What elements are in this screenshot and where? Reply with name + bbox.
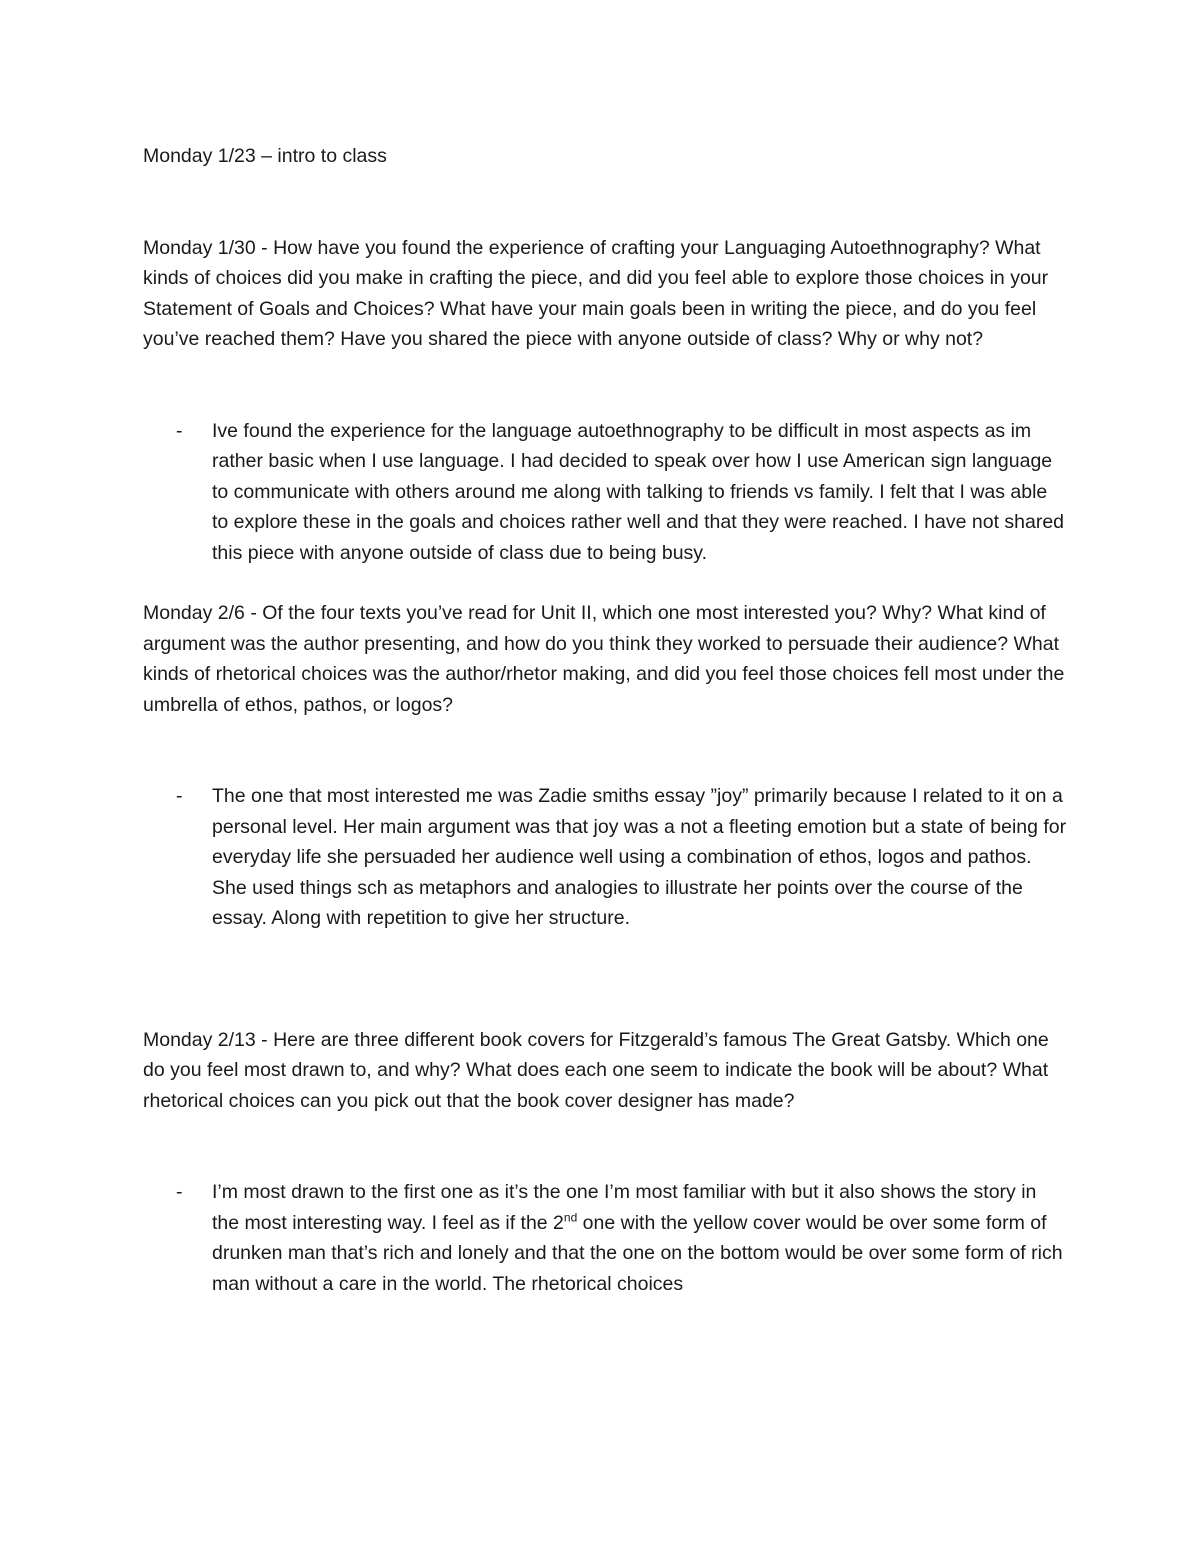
- document-page: [143, 141, 1068, 1299]
- prompt-2-6: Monday 2/6 - Of the four texts you’ve read for Unit II, which one most interested you? Why? What kind of argument was the author presenting, and how do you think they worked to persuade their audience? What kinds of rhetorical choices was the author/rhetor making, and did you feel those choices fell most under the umbrella of ethos, pathos, or logos?: [143, 602, 1065, 716]
- answer-text: The one that most interested me was Zadie smiths essay ”joy” primarily because I related to it on a personal level. Her main argument was that joy was a not a fleeting emotion but a state of being for everyday life she persuaded her audience well using a combination of ethos, logos and pathos. She used things sch as metaphors and analogies to illustrate her points over the course of the essay. Along with repetition to give her structure.: [212, 785, 1067, 929]
- answer-2-13: [143, 1177, 1068, 1299]
- answer-1-30: [143, 416, 1068, 569]
- prompt-2-13: Monday 2/13 - Here are three different book covers for Fitzgerald’s famous The Great Gatsby. Which one do you feel most drawn to, and why? What does each one seem to indicate the book will be about? What rhetorical choices can you pick out that the book cover designer has made?: [143, 1028, 1049, 1112]
- answer-text: Ive found the experience for the language autoethnography to be difficult in most aspects as im rather basic when I use language. I had decided to speak over how I use American sign language to communicate with others around me along with talking to friends vs family. I felt that I was able to explore these in the goals and choices rather well and that they were reached. I have not shared this piece with anyone outside of class due to being busy.: [212, 419, 1065, 564]
- answer-2-6: [143, 781, 1068, 934]
- answer-text-part: I’m most drawn to the first one as it’s the one I’m most familiar with but it also shows the story in the most interesting way. I feel as if the 2: [212, 1181, 1037, 1234]
- ordinal-superscript: nd: [563, 1210, 578, 1224]
- bullet-dash: -: [176, 785, 183, 807]
- bullet-dash: -: [176, 1181, 183, 1203]
- prompt-intro: Monday 1/23 – intro to class: [143, 145, 387, 167]
- answer-text: [212, 1181, 1063, 1295]
- answer-text-part: one with the yellow cover would be over some form of drunken man that’s rich and lonely and that the one on the bottom would be over some form of rich man without a care in the world. The rhetorical choices: [212, 1211, 1063, 1295]
- prompt-1-30: Monday 1/30 - How have you found the experience of crafting your Languaging Autoethnography? What kinds of choices did you make in crafting the piece, and did you feel able to explore those choices in your Statement of Goals and Choices? What have your main goals been in writing the piece, and do you feel you’ve reached them? Have you shared the piece with anyone outside of class? Why or why not?: [143, 236, 1049, 350]
- bullet-dash: -: [176, 419, 183, 442]
